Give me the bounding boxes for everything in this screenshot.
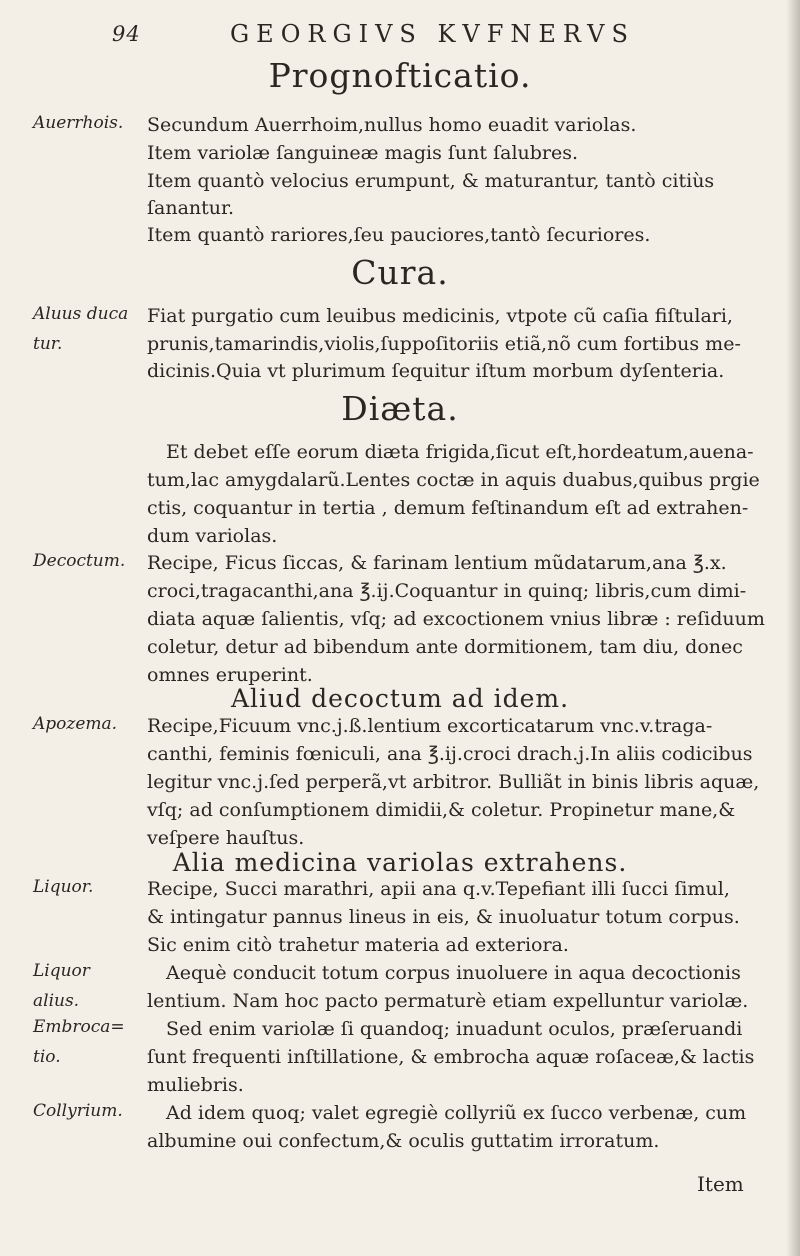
text-line: vſq; ad conſumptionem dimidii,& coletur. Propinetur mane,& [147, 799, 736, 821]
text-line: & intingatur pannus lineus in eis, & inuoluatur totum corpus. [147, 906, 740, 928]
margin-note-embrocatio [33, 1012, 143, 1072]
section-heading-cura: Cura. [351, 253, 449, 292]
text-line: ſunt frequenti inſtillatione, & embrocha aquæ roſaceæ,& lactis [147, 1046, 755, 1068]
text-line: Sic enim citò trahetur materia ad exteriora. [147, 934, 569, 956]
text-line: coletur, detur ad bibendum ante dormitionem, tam diu, donec [147, 636, 743, 658]
text-line: omnes eruperint. [147, 664, 313, 686]
text-line: Recipe,Ficuum vnc.j.ß.lentium excorticatarum vnc.v.traga- [147, 715, 713, 737]
text-line: Et debet eſſe eorum diæta frigida,ſicut eſt,hordeatum,auena- [166, 441, 754, 463]
text-line: ſanantur. [147, 197, 235, 219]
page-number: 94 [112, 22, 141, 46]
text-line: Ad idem quoq; valet egregiè collyriũ ex ſucco verbenæ, cum [166, 1102, 747, 1124]
text-line: Recipe, Ficus ſiccas, & farinam lentium mũdatarum,ana ℥.x. [147, 552, 727, 574]
margin-note-decoctum: Decoctum. [33, 551, 126, 571]
section-heading-aliud: Aliud decoctum ad idem. [230, 684, 570, 713]
text-line: Item quantò rariores,ſeu pauciores,tantò ſecuriores. [147, 224, 651, 246]
text-line: prunis,tamarindis,violis,ſuppoſitoriis etiã,nõ cum fortibus me- [147, 333, 741, 355]
text-line: Item variolæ ſanguineæ magis ſunt ſalubres. [147, 142, 579, 164]
text-line: Fiat purgatio cum leuibus medicinis, vtpote cũ caſia fiſtulari, [147, 305, 733, 327]
text-line: tum,lac amygdalarũ.Lentes coctæ in aquis duabus,quibus prgie [147, 469, 760, 491]
text-line: diata aquæ ſalientis, vſq; ad excoctionem vnius libræ : reſiduum [147, 608, 765, 630]
running-title: GEORGIVS KVFNERVS [230, 20, 635, 48]
text-line: Sed enim variolæ ſi quandoq; inuadunt oculos, præſeruandi [166, 1018, 743, 1040]
margin-note-liquor: Liquor. [33, 877, 94, 897]
text-line: Recipe, Succi marathri, apii ana q.v.Tepefiant illi ſucci ſimul, [147, 878, 730, 900]
text-line: veſpere hauſtus. [147, 827, 305, 849]
text-line: croci,tragacanthi,ana ℥.ij.Coquantur in quinq; libris,cum dimi- [147, 580, 747, 602]
text-line: dicinis.Quia vt plurimum ſequitur iſtum morbum dyſenteria. [147, 360, 725, 382]
text-line: Item quantò velocius erumpunt, & maturantur, tantò citiùs [147, 170, 715, 192]
section-heading-prognosticatio: Prognofticatio. [268, 56, 532, 95]
margin-note-line: Embroca= [33, 1017, 125, 1037]
text-line: lentium. Nam hoc pacto permaturè etiam expelluntur variolæ. [147, 990, 749, 1012]
margin-note-line: alius. [33, 991, 80, 1011]
section-heading-alia: Alia medicina variolas extrahens. [172, 848, 628, 877]
margin-note-line: tio. [33, 1047, 61, 1067]
page-edge-shadow [786, 0, 800, 1256]
text-line: dum variolas. [147, 525, 278, 547]
margin-note-liquor-alius [33, 956, 143, 1016]
text-line: Secundum Auerrhoim,nullus homo euadit variolas. [147, 114, 637, 136]
text-line: legitur vnc.j.ſed perperã,vt arbitror. Bulliãt in binis libris aquæ, [147, 771, 760, 793]
catchword: Item [697, 1172, 744, 1196]
margin-note-line: tur. [33, 334, 63, 354]
margin-note-apozema: Apozema. [33, 714, 118, 734]
section-heading-diaeta: Diæta. [341, 389, 459, 428]
text-line: canthi, feminis fœniculi, ana ℥.ij.croci drach.j.In aliis codicibus [147, 743, 753, 765]
margin-note-averrhois: Auerrhois. [33, 113, 124, 133]
text-line: albumine oui confectum,& oculis guttatim irroratum. [147, 1130, 660, 1152]
running-head [0, 20, 800, 50]
margin-note-line: Liquor [33, 961, 90, 981]
margin-note-aluus [33, 299, 143, 359]
text-line: ctis, coquantur in tertia , demum feſtinandum eſt ad extrahen- [147, 497, 749, 519]
margin-note-collyrium: Collyrium. [33, 1101, 123, 1121]
margin-note-line: Aluus duca [33, 304, 129, 324]
text-line: Aequè conducit totum corpus inuoluere in aqua decoctionis [166, 962, 741, 984]
text-line: muliebris. [147, 1074, 244, 1096]
